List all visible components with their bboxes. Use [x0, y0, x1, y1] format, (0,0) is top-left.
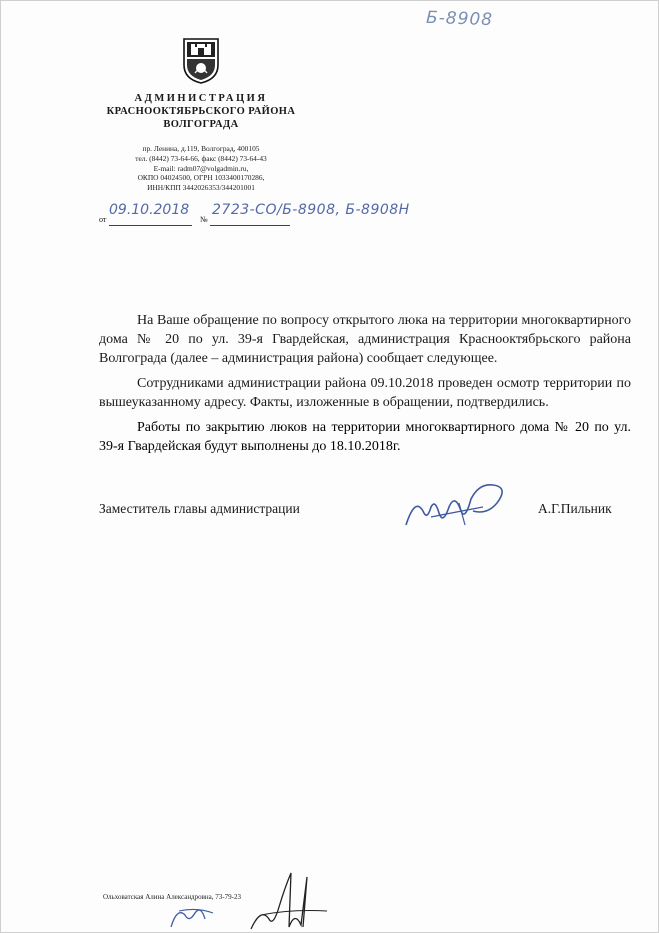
signature-icon: [401, 477, 516, 535]
signer-name: А.Г.Пильник: [538, 501, 612, 516]
contact-details: [87, 144, 315, 193]
executor-info: Ольховатская Алина Александровна, 73-79-23: [103, 893, 241, 901]
body-paragraph-3: Работы по закрытию люков на территории многоквартирного дома № 20 по ул. 39-я Гвардейская будут выполнены до 18.10.2018г.: [99, 420, 631, 454]
number-underline: [210, 225, 290, 226]
contact-address: пр. Ленина, д.119, Волгоград, 400105: [142, 144, 260, 153]
body-paragraph-2: Сотрудниками администрации района 09.10.2018 проведен осмотр территории по вышеуказанному адресу. Факты, изложенные в обращении, подтвердились.: [99, 376, 631, 410]
date-underline: [109, 225, 192, 226]
org-line-1: АДМИНИСТРАЦИЯ: [134, 93, 268, 104]
letter-body: [99, 311, 631, 462]
body-paragraph-1: На Ваше обращение по вопросу открытого люка на территории многоквартирного дома № 20 по ул. 39-я Гвардейская, администрация Краснооктябрьского района Волгограда (далее – администрация района) сообщает следующее.: [99, 313, 631, 366]
org-line-2: КРАСНООКТЯБРЬСКОГО РАЙОНА: [106, 106, 296, 117]
reference-number: 2723-СО/Б-8908, Б-8908Н: [212, 202, 410, 218]
contact-inn: ИНН/КПП 3442026353/344201001: [147, 183, 255, 193]
executor-signatures-icon: [161, 867, 331, 931]
from-label: от: [99, 215, 107, 224]
org-line-3: ВОЛГОГРАДА: [163, 119, 239, 130]
organization-name: [87, 92, 315, 131]
contact-okpo: ОКПО 04024500, ОГРН 1033400170286,: [137, 173, 265, 183]
signer-position: Заместитель главы администрации: [99, 501, 300, 516]
contact-phone: тел. (8442) 73-64-66, факс (8442) 73-64-43: [135, 153, 267, 163]
number-label: №: [200, 215, 208, 224]
reference-date: 09.10.2018: [109, 202, 190, 218]
contact-email: E-mail: radm07@volgadmin.ru,: [153, 163, 249, 173]
registration-stamp: Б-8908: [425, 7, 494, 31]
city-emblem-icon: [181, 35, 221, 85]
